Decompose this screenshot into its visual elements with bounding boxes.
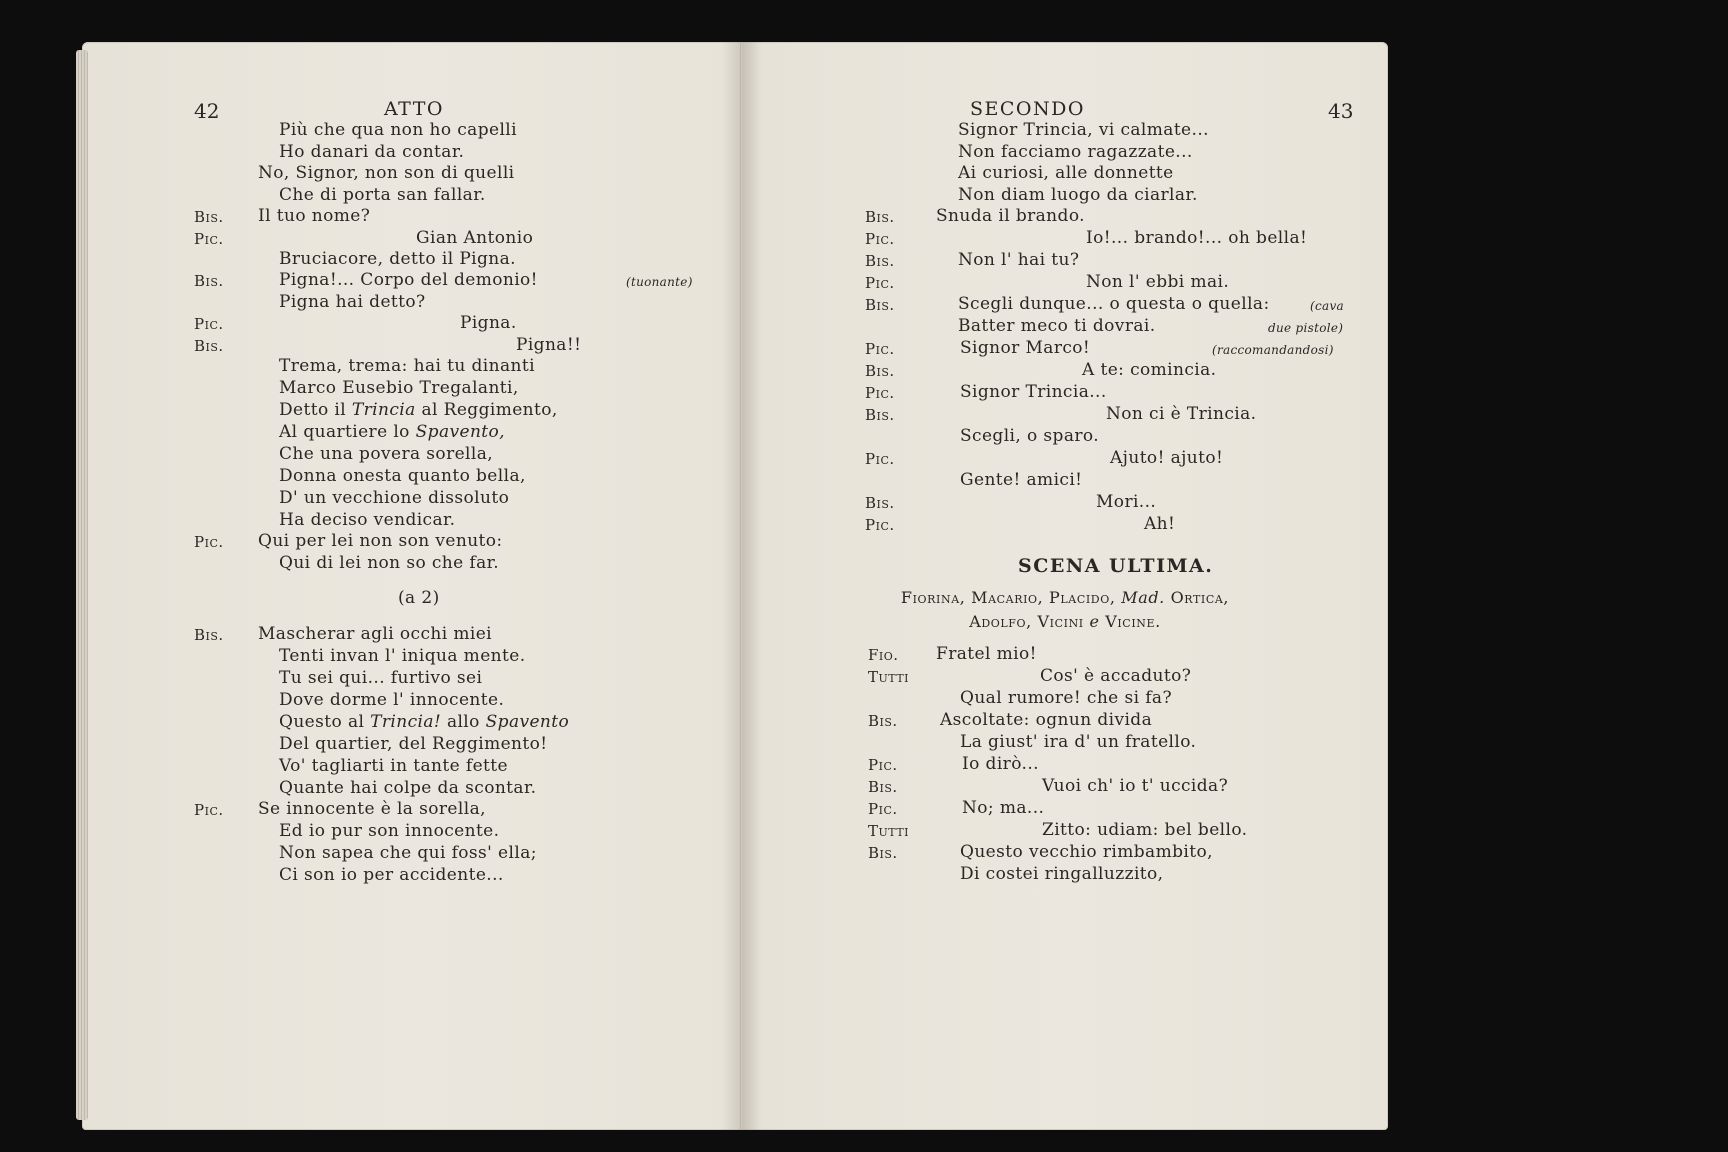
open-book bbox=[82, 42, 1388, 1130]
verse-line: Ed io pur son innocente. bbox=[279, 821, 500, 841]
verse-line: Tu sei qui... furtivo sei bbox=[279, 668, 483, 688]
speaker-label: Bis. bbox=[865, 494, 895, 512]
speaker-label: Pic. bbox=[194, 533, 224, 551]
verse-line: Ajuto! ajuto! bbox=[1110, 448, 1224, 468]
speaker-label: Pic. bbox=[868, 800, 898, 818]
speaker-label: Bis. bbox=[865, 406, 895, 424]
verse-line: Dove dorme l' innocente. bbox=[279, 690, 505, 710]
right-page bbox=[740, 42, 1388, 1130]
speaker-label: Pic. bbox=[194, 801, 224, 819]
verse-line: Non l' ebbi mai. bbox=[1086, 272, 1230, 292]
page-number: 43 bbox=[1328, 99, 1354, 123]
verse-line: Ci son io per accidente... bbox=[279, 865, 504, 885]
verse-line: Quante hai colpe da scontar. bbox=[279, 778, 537, 798]
verse-line: Signor Trincia, vi calmate... bbox=[958, 120, 1209, 140]
verse-line bbox=[279, 422, 505, 442]
verse-line: Pigna hai detto? bbox=[279, 292, 426, 312]
verse-line: (a 2) bbox=[398, 588, 440, 608]
verse-line: Ah! bbox=[1144, 514, 1176, 534]
speaker-label: Bis. bbox=[865, 362, 895, 380]
verse-line: Qui per lei non son venuto: bbox=[258, 531, 503, 551]
speaker-label: Pic. bbox=[865, 230, 895, 248]
scene-title: SCENA ULTIMA. bbox=[1018, 555, 1214, 577]
verse-line: Questo vecchio rimbambito, bbox=[960, 842, 1213, 862]
verse-line: Pigna. bbox=[460, 313, 517, 333]
speaker-label: Pic. bbox=[868, 756, 898, 774]
speaker-label: Bis. bbox=[865, 296, 895, 314]
speaker-label: Pic. bbox=[865, 450, 895, 468]
verse-line: No, Signor, non son di quelli bbox=[258, 163, 515, 183]
verse-line: Signor Marco! bbox=[960, 338, 1091, 358]
stage-direction: due pistole) bbox=[1268, 321, 1344, 335]
speaker-label: Bis. bbox=[868, 712, 898, 730]
verse-line: Non l' hai tu? bbox=[958, 250, 1080, 270]
character-names: Ortica, bbox=[1170, 588, 1230, 607]
speaker-label: Bis. bbox=[194, 272, 224, 290]
speaker-label: Bis. bbox=[865, 252, 895, 270]
verse-line: Pigna!... Corpo del demonio! bbox=[279, 270, 538, 290]
speaker-label: Tutti bbox=[868, 822, 909, 840]
character-names: Adolfo, Vicini bbox=[969, 612, 1084, 631]
stage-direction: (raccomandandosi) bbox=[1212, 343, 1334, 357]
verse-line bbox=[279, 400, 558, 420]
verse-line: Scegli, o sparo. bbox=[960, 426, 1100, 446]
verse-fragment: al Reggimento, bbox=[421, 400, 558, 420]
verse-line: Snuda il brando. bbox=[936, 206, 1085, 226]
running-header: SECONDO bbox=[970, 98, 1085, 120]
verse-line: Vo' tagliarti in tante fette bbox=[279, 756, 508, 776]
verse-line: Donna onesta quanto bella, bbox=[279, 466, 526, 486]
verse-fragment: Questo al bbox=[279, 712, 365, 732]
verse-line: Gente! amici! bbox=[960, 470, 1083, 490]
speaker-label: Bis. bbox=[868, 778, 898, 796]
verse-line: Ai curiosi, alle donnette bbox=[958, 163, 1174, 183]
speaker-label: Pic. bbox=[865, 516, 895, 534]
verse-line: Più che qua non ho capelli bbox=[279, 120, 517, 140]
speaker-label: Fio. bbox=[868, 646, 899, 664]
verse-line: Scegli dunque... o questa o quella: bbox=[958, 294, 1270, 314]
verse-line: Marco Eusebio Tregalanti, bbox=[279, 378, 519, 398]
page-number: 42 bbox=[194, 99, 220, 123]
speaker-label: Bis. bbox=[194, 626, 224, 644]
verse-line: Non facciamo ragazzate... bbox=[958, 142, 1193, 162]
character-names: Fiorina, Macario, Placido, bbox=[900, 588, 1116, 607]
page-edge-stack bbox=[76, 50, 88, 1120]
verse-line: Che una povera sorella, bbox=[279, 444, 494, 464]
character-title: Mad. bbox=[1121, 588, 1165, 607]
speaker-label: Pic. bbox=[865, 340, 895, 358]
verse-line: Fratel mio! bbox=[936, 644, 1037, 664]
verse-line: Io dirò... bbox=[962, 754, 1039, 774]
speaker-label: Tutti bbox=[868, 668, 909, 686]
verse-line: Non sapea che qui foss' ella; bbox=[279, 843, 537, 863]
verse-line: Pigna!! bbox=[516, 335, 582, 355]
verse-line: Trema, trema: hai tu dinanti bbox=[279, 356, 535, 376]
verse-emphasis: Trincia! bbox=[370, 712, 442, 732]
verse-line: Io!... brando!... oh bella! bbox=[1086, 228, 1308, 248]
verse-line: Ha deciso vendicar. bbox=[279, 510, 456, 530]
verse-line: Vuoi ch' io t' uccida? bbox=[1042, 776, 1229, 796]
verse-line: Signor Trincia... bbox=[960, 382, 1107, 402]
verse-line: Qui di lei non so che far. bbox=[279, 553, 500, 573]
verse-line: Non diam luogo da ciarlar. bbox=[958, 185, 1198, 205]
verse-line: Non ci è Trincia. bbox=[1106, 404, 1257, 424]
verse-line: Ascoltate: ognun divida bbox=[940, 710, 1153, 730]
verse-fragment: Detto il bbox=[279, 400, 347, 420]
stage-direction: (tuonante) bbox=[626, 275, 693, 289]
character-list-line bbox=[840, 586, 1290, 610]
verse-line: Che di porta san fallar. bbox=[279, 185, 486, 205]
verse-emphasis: Spavento, bbox=[415, 422, 505, 442]
character-conjunction: e bbox=[1089, 612, 1100, 631]
character-names: Vicine. bbox=[1105, 612, 1161, 631]
running-header: ATTO bbox=[384, 98, 444, 120]
speaker-label: Pic. bbox=[865, 274, 895, 292]
verse-emphasis: Spavento bbox=[485, 712, 570, 732]
speaker-label: Pic. bbox=[194, 230, 224, 248]
verse-fragment: allo bbox=[446, 712, 480, 732]
character-list-line bbox=[840, 610, 1290, 634]
speaker-label: Pic. bbox=[865, 384, 895, 402]
verse-line: Mori... bbox=[1096, 492, 1157, 512]
verse-line: Del quartier, del Reggimento! bbox=[279, 734, 548, 754]
verse-line: Zitto: udiam: bel bello. bbox=[1042, 820, 1248, 840]
book-gutter bbox=[722, 42, 762, 1130]
speaker-label: Bis. bbox=[194, 208, 224, 226]
verse-line: Bruciacore, detto il Pigna. bbox=[279, 249, 516, 269]
verse-line: Mascherar agli occhi miei bbox=[258, 624, 493, 644]
speaker-label: Bis. bbox=[194, 337, 224, 355]
left-page bbox=[82, 42, 742, 1130]
verse-line: Qual rumore! che si fa? bbox=[960, 688, 1172, 708]
verse-line: A te: comincia. bbox=[1082, 360, 1217, 380]
verse-line: Ho danari da contar. bbox=[279, 142, 465, 162]
verse-line: D' un vecchione dissoluto bbox=[279, 488, 510, 508]
stage-direction: (cava bbox=[1310, 299, 1344, 313]
verse-line: Di costei ringalluzzito, bbox=[960, 864, 1164, 884]
verse-line: No; ma... bbox=[962, 798, 1045, 818]
verse-line: Il tuo nome? bbox=[258, 206, 371, 226]
speaker-label: Pic. bbox=[194, 315, 224, 333]
verse-line: La giust' ira d' un fratello. bbox=[960, 732, 1197, 752]
verse-line bbox=[279, 712, 569, 732]
verse-fragment: Al quartiere lo bbox=[279, 422, 410, 442]
character-list bbox=[840, 586, 1290, 634]
verse-line: Gian Antonio bbox=[416, 228, 534, 248]
verse-line: Tenti invan l' iniqua mente. bbox=[279, 646, 526, 666]
speaker-label: Bis. bbox=[865, 208, 895, 226]
speaker-label: Bis. bbox=[868, 844, 898, 862]
verse-line: Se innocente è la sorella, bbox=[258, 799, 486, 819]
verse-line: Cos' è accaduto? bbox=[1040, 666, 1192, 686]
verse-line: Batter meco ti dovrai. bbox=[958, 316, 1156, 336]
verse-emphasis: Trincia bbox=[351, 400, 416, 420]
